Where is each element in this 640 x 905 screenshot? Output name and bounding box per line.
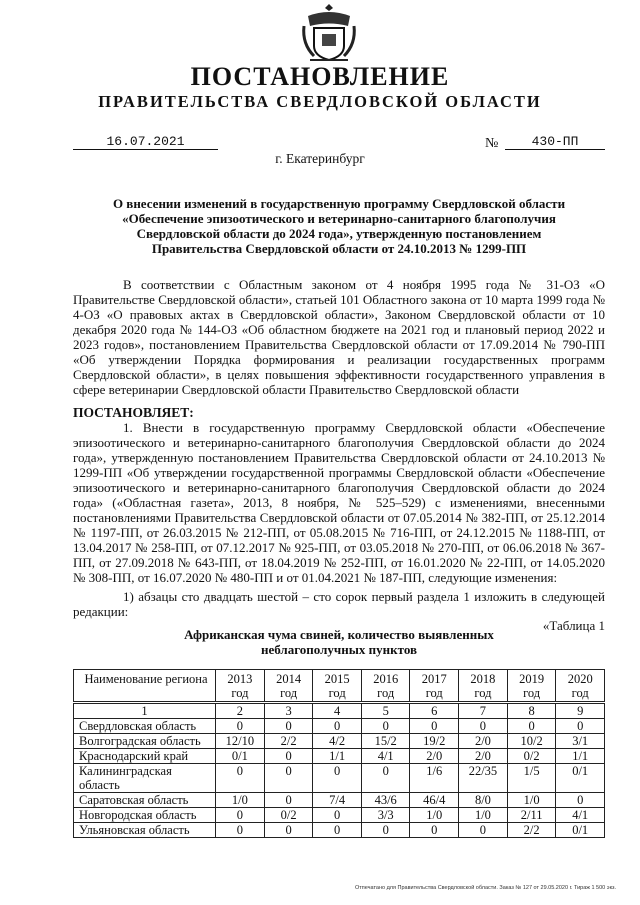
table-cell: 1/0 — [507, 793, 556, 808]
heading-line: О внесении изменений в государственную программу Свердловской области — [112, 196, 566, 211]
table-cell: 8 — [507, 703, 556, 719]
table-cell: 0 — [410, 719, 459, 734]
item-1-paragraph: 1. Внести в государственную программу Свердловской области «Обеспечение эпизоотического и ветеринарно-санитарного благополучия Свердловской области до 2024 года», утвержденную постановлением Правительства Свердловской области от 24.10.2013 № 1299-ПП «Об утверждении государственной программы Свердловской области «Обеспечение эпизоотического и ветеринарно-санитарного благополучия Свердловской области до 2024 года» («Областная газета», 2013, 8 ноября, № 525–529) с изменениями, внесенными постановлениями Правительства Свердловской области от 07.05.2014 № 382-ПП, от 25.12.2014 № 1197-ПП, от 26.03.2015 № 212-ПП, от 05.08.2015 № 716-ПП, от 24.12.2015 № 1188-ПП, от 13.04.2017 № 258-ПП, от 07.12.2017 № 925-ПП, от 03.05.2018 № 270-ПП, от 06.06.2018 № 367-ПП, от 27.09.2018 № 643-ПП, от 18.04.2019 № 252-ПП, от 16.01.2020 № 22-ПП, от 14.05.2020 № 308-ПП, от 16.07.2020 № 480-ПП и от 01.04.2021 № 187-ПП, следующие изменения: — [73, 420, 605, 585]
table-cell: Саратовская область — [74, 793, 216, 808]
table-cell: Наименование региона — [74, 670, 216, 703]
table-cell: 2013 год — [216, 670, 265, 703]
table-row — [74, 719, 605, 734]
table-reference: «Таблица 1 — [542, 618, 605, 633]
table-cell: Новгородская область — [74, 808, 216, 823]
table-row — [74, 793, 605, 808]
table-cell: 10/2 — [507, 734, 556, 749]
table-cell: 3/3 — [361, 808, 410, 823]
table-cell: 2/0 — [459, 734, 508, 749]
table-cell: 4/1 — [361, 749, 410, 764]
table-title — [73, 627, 605, 657]
table-cell: 2015 год — [313, 670, 362, 703]
table-cell: 2/11 — [507, 808, 556, 823]
issuing-authority: ПРАВИТЕЛЬСТВА СВЕРДЛОВСКОЙ ОБЛАСТИ — [98, 92, 542, 111]
table-cell: Волгоградская область — [74, 734, 216, 749]
table-cell: 2016 год — [361, 670, 410, 703]
table-cell: Калининградская область — [74, 764, 216, 793]
table-title-line: неблагополучных пунктов — [260, 642, 418, 657]
table-cell: 15/2 — [361, 734, 410, 749]
table-cell: 0 — [361, 764, 410, 793]
table-cell: 0 — [216, 719, 265, 734]
city: г. Екатеринбург — [275, 151, 365, 166]
heading-line: «Обеспечение эпизоотического и ветеринарно-санитарного благополучия — [122, 211, 556, 226]
table-cell: 1/6 — [410, 764, 459, 793]
table-cell: 0/2 — [507, 749, 556, 764]
table-cell: 0 — [216, 823, 265, 838]
table-cell: 2/2 — [507, 823, 556, 838]
table-row — [74, 749, 605, 764]
heading-line: Правительства Свердловской области от 24.10.2013 № 1299-ПП — [151, 241, 527, 256]
table-cell: 0 — [410, 823, 459, 838]
table-cell: 0 — [556, 793, 605, 808]
preamble-paragraph: В соответствии с Областным законом от 4 ноября 1995 года № 31-ОЗ «О Правительстве Свердловской области», статьей 101 Областного закона от 10 марта 1999 года № 4-ОЗ «О правовых актах в Свердловской области», Законом Свердловской области от 10 декабря 2020 года № 144-ОЗ «Об областном бюджете на 2021 год и плановый период 2022 и 2023 годов», постановлением Правительства Свердловской области от 17.09.2014 № 790-ПП «Об утверждении Порядка формирования и реализации государственных программ Свердловской области», в целях повышения эффективности государственного управления в сфере ветеринарии Свердловской области Правительство Свердловской области — [73, 277, 605, 397]
item-1-1-paragraph: 1) абзацы сто двадцать шестой – сто сорок первый раздела 1 изложить в следующей редакции: — [73, 589, 605, 619]
table-cell: 1 — [74, 703, 216, 719]
table-cell: 0 — [313, 719, 362, 734]
table-cell: 0 — [313, 823, 362, 838]
table-cell: 2/0 — [410, 749, 459, 764]
table-cell: 0 — [264, 749, 313, 764]
document-date: 16.07.2021 — [73, 134, 218, 150]
table-cell: 3/1 — [556, 734, 605, 749]
table-cell: 0/2 — [264, 808, 313, 823]
heading-line: Свердловской области до 2024 года», утвержденную постановлением — [136, 226, 542, 241]
table-cell: 5 — [361, 703, 410, 719]
table-cell: 1/5 — [507, 764, 556, 793]
table-row — [74, 734, 605, 749]
table-cell: 22/35 — [459, 764, 508, 793]
table-row — [74, 808, 605, 823]
table-cell: 2/2 — [264, 734, 313, 749]
table-cell: Ульяновская область — [74, 823, 216, 838]
table-cell: 0 — [313, 764, 362, 793]
table-cell: 12/10 — [216, 734, 265, 749]
table-cell: 2017 год — [410, 670, 459, 703]
document-number: 430-ПП — [505, 134, 605, 150]
table-cell: 2014 год — [264, 670, 313, 703]
table-cell: 0 — [361, 823, 410, 838]
table-cell: 0 — [556, 719, 605, 734]
table-cell: 0 — [264, 719, 313, 734]
table-cell: 0 — [264, 793, 313, 808]
table-cell: 0/1 — [556, 764, 605, 793]
table-cell: 0 — [264, 823, 313, 838]
table-cell: 46/4 — [410, 793, 459, 808]
table-cell: 0 — [216, 764, 265, 793]
table-cell: 8/0 — [459, 793, 508, 808]
table-cell: 0 — [313, 808, 362, 823]
table-cell: 7 — [459, 703, 508, 719]
table-cell: 4 — [313, 703, 362, 719]
table-cell: 1/0 — [459, 808, 508, 823]
table-row — [74, 670, 605, 703]
coat-of-arms-emblem — [300, 2, 358, 64]
decree-word: ПОСТАНОВЛЯЕТ: — [73, 405, 194, 420]
table-cell: 6 — [410, 703, 459, 719]
document-heading — [73, 196, 605, 256]
asf-outbreaks-table — [73, 669, 605, 838]
table-cell: 0/1 — [216, 749, 265, 764]
table-cell: 0 — [459, 719, 508, 734]
table-cell: 4/1 — [556, 808, 605, 823]
table-cell: 1/1 — [556, 749, 605, 764]
table-cell: 2019 год — [507, 670, 556, 703]
table-cell: 2020 год — [556, 670, 605, 703]
table-cell: 19/2 — [410, 734, 459, 749]
document-type-title: ПОСТАНОВЛЕНИЕ — [190, 62, 450, 91]
table-cell: 9 — [556, 703, 605, 719]
table-title-line: Африканская чума свиней, количество выявленных — [184, 627, 494, 642]
table-cell: 43/6 — [361, 793, 410, 808]
table-row — [74, 764, 605, 793]
table-cell: Свердловская область — [74, 719, 216, 734]
table-cell: 7/4 — [313, 793, 362, 808]
table-cell: 0/1 — [556, 823, 605, 838]
table-cell: 2 — [216, 703, 265, 719]
table-cell: 0 — [264, 764, 313, 793]
table-cell: 0 — [361, 719, 410, 734]
table-cell: 3 — [264, 703, 313, 719]
table-cell: 1/1 — [313, 749, 362, 764]
table-cell: 1/0 — [410, 808, 459, 823]
print-footer: Отпечатано для Правительства Свердловской области. Заказ № 127 от 29.05.2020 г. Тираж 1 500 экз. — [355, 885, 617, 891]
table-cell: 2018 год — [459, 670, 508, 703]
table-row — [74, 823, 605, 838]
table-cell: 0 — [507, 719, 556, 734]
table-cell: 4/2 — [313, 734, 362, 749]
table-cell: 1/0 — [216, 793, 265, 808]
table-row — [74, 703, 605, 719]
table-cell: Краснодарский край — [74, 749, 216, 764]
table-cell: 0 — [216, 808, 265, 823]
table-cell: 0 — [459, 823, 508, 838]
table-cell: 2/0 — [459, 749, 508, 764]
number-label: № — [485, 136, 499, 151]
